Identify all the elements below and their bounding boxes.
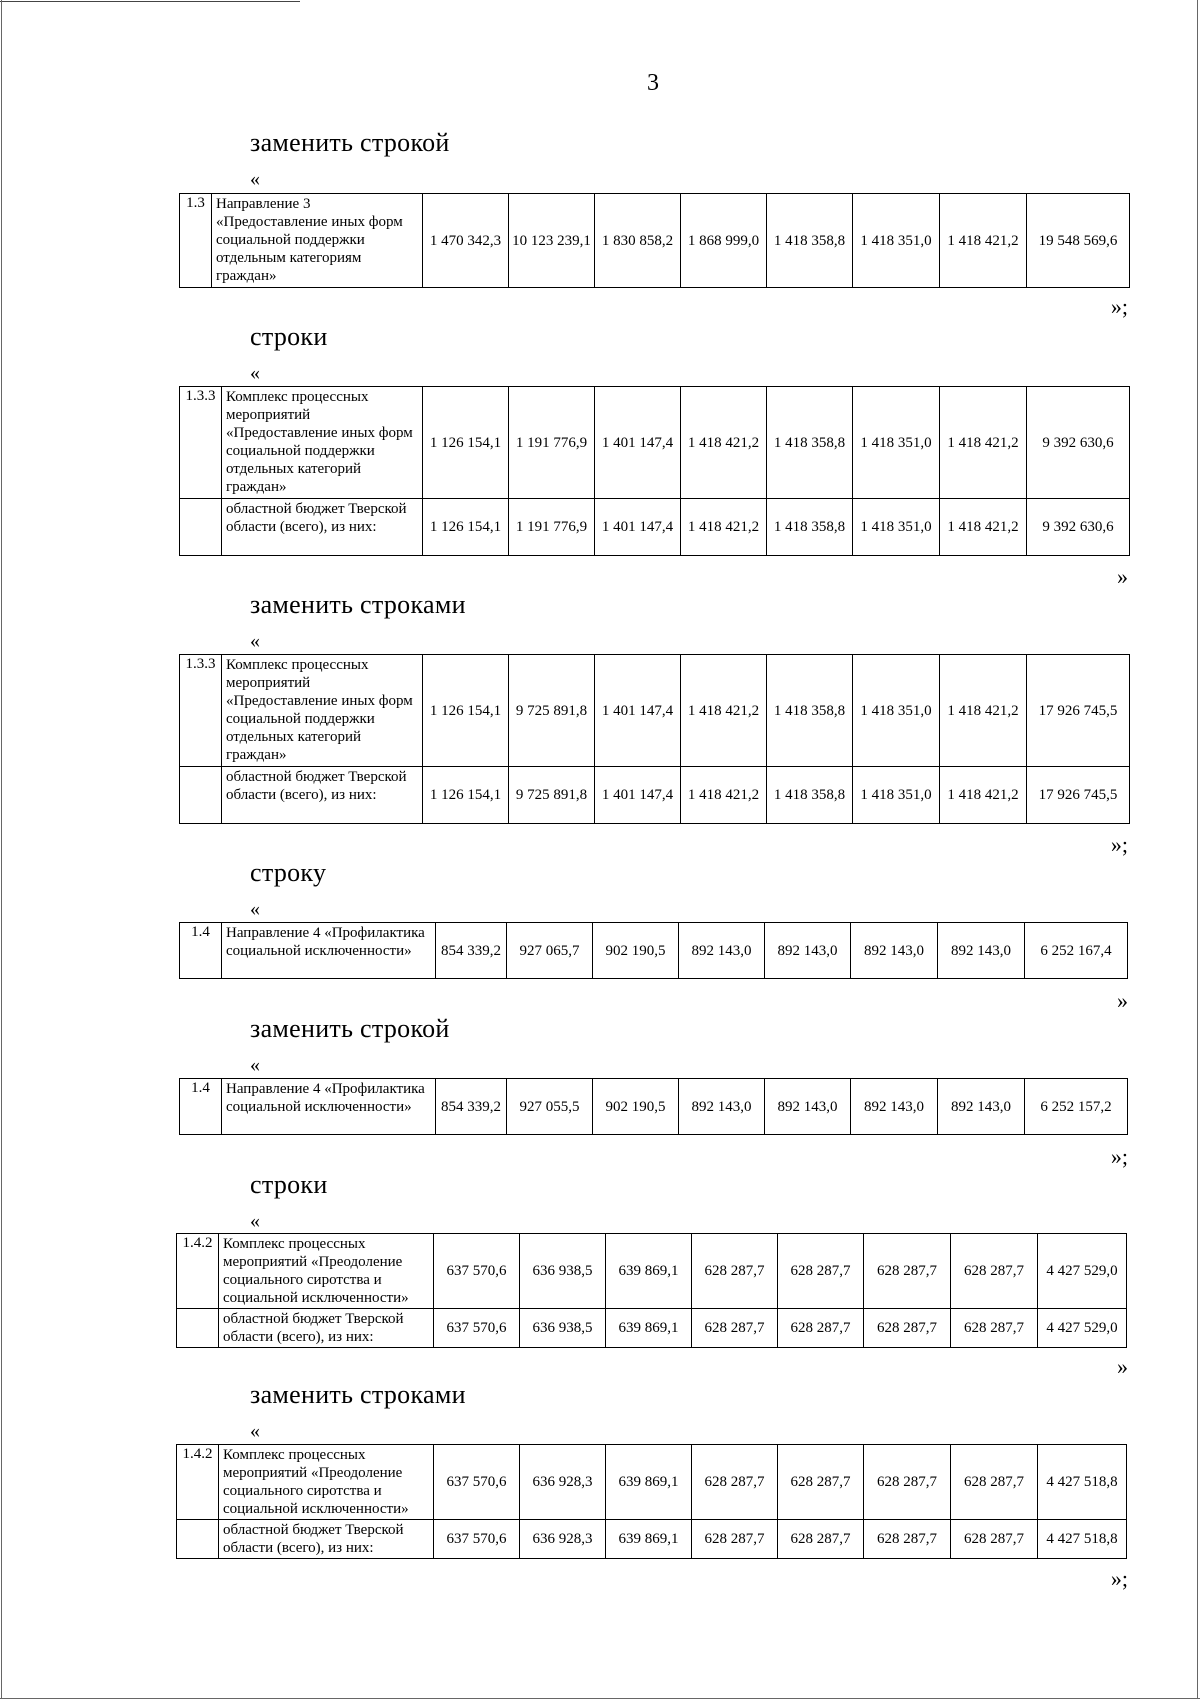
- value-cell: 1 418 421,2: [940, 655, 1027, 767]
- value-cell: 636 928,3: [520, 1520, 606, 1559]
- open-quote: «: [250, 1210, 260, 1232]
- scan-edge: [1197, 0, 1198, 1699]
- value-cell: 1 401 147,4: [595, 767, 681, 824]
- value-cell: 892 143,0: [851, 1079, 938, 1135]
- table-row: [180, 1079, 1128, 1135]
- value-cell: 1 418 351,0: [853, 499, 940, 556]
- total-cell: 4 427 529,0: [1038, 1309, 1127, 1348]
- value-cell: 1 470 342,3: [423, 194, 509, 288]
- value-cell: 1 401 147,4: [595, 387, 681, 499]
- close-quote: »;: [1110, 294, 1128, 319]
- value-cell: 1 418 358,8: [767, 387, 853, 499]
- table-row: [180, 387, 1130, 499]
- block-heading: заменить строкой: [250, 1014, 450, 1043]
- value-cell: 636 928,3: [520, 1445, 606, 1520]
- row-code: 1.3.3: [180, 655, 222, 767]
- value-cell: 1 126 154,1: [423, 499, 509, 556]
- total-cell: 4 427 518,8: [1038, 1445, 1127, 1520]
- value-cell: 10 123 239,1: [509, 194, 595, 288]
- scan-edge: [1, 0, 2, 1699]
- value-cell: 1 126 154,1: [423, 387, 509, 499]
- close-quote: »: [1117, 988, 1128, 1013]
- open-quote: «: [250, 1420, 260, 1442]
- value-cell: 1 191 776,9: [509, 499, 595, 556]
- value-cell: 637 570,6: [434, 1309, 520, 1348]
- open-quote: «: [250, 362, 260, 384]
- block-heading: заменить строками: [250, 590, 466, 619]
- close-quote: »: [1117, 1354, 1128, 1379]
- row-code: [180, 499, 222, 556]
- value-cell: 637 570,6: [434, 1445, 520, 1520]
- value-cell: 1 418 351,0: [853, 387, 940, 499]
- total-cell: 17 926 745,5: [1027, 767, 1130, 824]
- value-cell: 1 418 421,2: [681, 767, 767, 824]
- value-cell: 902 190,5: [593, 1079, 679, 1135]
- total-cell: 9 392 630,6: [1027, 387, 1130, 499]
- amendment-table: [179, 193, 1130, 288]
- value-cell: 628 287,7: [778, 1445, 864, 1520]
- value-cell: 628 287,7: [778, 1234, 864, 1309]
- value-cell: 1 126 154,1: [423, 767, 509, 824]
- row-name: Комплекс процессных мероприятий «Предоставление иных форм социальной поддержки отдельных категорий граждан»: [222, 655, 423, 767]
- value-cell: 927 055,5: [507, 1079, 593, 1135]
- value-cell: 1 418 421,2: [681, 387, 767, 499]
- open-quote: «: [250, 168, 260, 190]
- value-cell: 628 287,7: [864, 1520, 951, 1559]
- value-cell: 9 725 891,8: [509, 655, 595, 767]
- value-cell: 637 570,6: [434, 1234, 520, 1309]
- value-cell: 1 418 421,2: [681, 655, 767, 767]
- total-cell: 9 392 630,6: [1027, 499, 1130, 556]
- total-cell: 6 252 167,4: [1025, 923, 1128, 979]
- row-name: Комплекс процессных мероприятий «Предоставление иных форм социальной поддержки отдельных категорий граждан»: [222, 387, 423, 499]
- value-cell: 628 287,7: [778, 1309, 864, 1348]
- close-quote: »: [1117, 564, 1128, 589]
- block-heading: строки: [250, 322, 328, 351]
- value-cell: 628 287,7: [951, 1520, 1038, 1559]
- row-name: областной бюджет Тверской области (всего), из них:: [222, 767, 423, 824]
- value-cell: 628 287,7: [778, 1520, 864, 1559]
- row-code: [180, 767, 222, 824]
- value-cell: 1 418 421,2: [940, 194, 1027, 288]
- row-code: [177, 1309, 219, 1348]
- value-cell: 892 143,0: [851, 923, 938, 979]
- value-cell: 639 869,1: [606, 1520, 692, 1559]
- value-cell: 927 065,7: [507, 923, 593, 979]
- total-cell: 4 427 529,0: [1038, 1234, 1127, 1309]
- row-code: [177, 1520, 219, 1559]
- row-name: Направление 4 «Профилактика социальной исключенности»: [222, 923, 436, 979]
- row-code: 1.4.2: [177, 1445, 219, 1520]
- value-cell: 636 938,5: [520, 1234, 606, 1309]
- row-name: Комплекс процессных мероприятий «Преодоление социального сиротства и социальной исключенности»: [219, 1234, 434, 1309]
- value-cell: 902 190,5: [593, 923, 679, 979]
- value-cell: 628 287,7: [692, 1234, 778, 1309]
- row-code: 1.4: [180, 923, 222, 979]
- table-row: [177, 1445, 1127, 1520]
- value-cell: 1 401 147,4: [595, 499, 681, 556]
- total-cell: 19 548 569,6: [1027, 194, 1130, 288]
- row-code: 1.4.2: [177, 1234, 219, 1309]
- scan-edge: [0, 1, 300, 2]
- block-heading: заменить строками: [250, 1380, 466, 1409]
- value-cell: 1 418 421,2: [940, 499, 1027, 556]
- value-cell: 1 418 421,2: [681, 499, 767, 556]
- row-name: областной бюджет Тверской области (всего), из них:: [222, 499, 423, 556]
- table-row: [180, 923, 1128, 979]
- block-heading: строку: [250, 858, 327, 887]
- amendment-table: [176, 1233, 1127, 1348]
- value-cell: 639 869,1: [606, 1234, 692, 1309]
- open-quote: «: [250, 630, 260, 652]
- value-cell: 628 287,7: [951, 1445, 1038, 1520]
- value-cell: 892 143,0: [938, 923, 1025, 979]
- value-cell: 628 287,7: [864, 1234, 951, 1309]
- value-cell: 628 287,7: [692, 1520, 778, 1559]
- row-code: 1.3: [180, 194, 212, 288]
- open-quote: «: [250, 1054, 260, 1076]
- value-cell: 854 339,2: [436, 923, 507, 979]
- value-cell: 639 869,1: [606, 1445, 692, 1520]
- close-quote: »;: [1110, 832, 1128, 857]
- row-name: областной бюджет Тверской области (всего), из них:: [219, 1309, 434, 1348]
- total-cell: 17 926 745,5: [1027, 655, 1130, 767]
- value-cell: 1 418 351,0: [853, 194, 940, 288]
- value-cell: 628 287,7: [864, 1445, 951, 1520]
- row-name: Направление 4 «Профилактика социальной исключенности»: [222, 1079, 436, 1135]
- row-name: Комплекс процессных мероприятий «Преодоление социального сиротства и социальной исключенности»: [219, 1445, 434, 1520]
- value-cell: 639 869,1: [606, 1309, 692, 1348]
- total-cell: 4 427 518,8: [1038, 1520, 1127, 1559]
- amendment-table: [179, 1078, 1128, 1135]
- value-cell: 892 143,0: [938, 1079, 1025, 1135]
- value-cell: 1 418 421,2: [940, 767, 1027, 824]
- total-cell: 6 252 157,2: [1025, 1079, 1128, 1135]
- value-cell: 628 287,7: [692, 1309, 778, 1348]
- row-name: областной бюджет Тверской области (всего), из них:: [219, 1520, 434, 1559]
- table-row: [180, 655, 1130, 767]
- value-cell: 628 287,7: [951, 1234, 1038, 1309]
- close-quote: »;: [1110, 1144, 1128, 1169]
- value-cell: 892 143,0: [679, 1079, 765, 1135]
- row-code: 1.3.3: [180, 387, 222, 499]
- table-row: [177, 1520, 1127, 1559]
- value-cell: 1 418 421,2: [940, 387, 1027, 499]
- value-cell: 9 725 891,8: [509, 767, 595, 824]
- page-number: 3: [647, 70, 659, 96]
- value-cell: 1 401 147,4: [595, 655, 681, 767]
- value-cell: 628 287,7: [692, 1445, 778, 1520]
- close-quote: »;: [1110, 1566, 1128, 1591]
- amendment-table: [179, 386, 1130, 556]
- value-cell: 1 418 358,8: [767, 194, 853, 288]
- value-cell: 636 938,5: [520, 1309, 606, 1348]
- value-cell: 892 143,0: [679, 923, 765, 979]
- value-cell: 1 126 154,1: [423, 655, 509, 767]
- amendment-table: [179, 654, 1130, 824]
- block-heading: строки: [250, 1170, 328, 1199]
- table-row: [180, 767, 1130, 824]
- table-row: [180, 194, 1130, 288]
- table-row: [180, 499, 1130, 556]
- value-cell: 1 418 358,8: [767, 499, 853, 556]
- value-cell: 1 830 858,2: [595, 194, 681, 288]
- table-row: [177, 1234, 1127, 1309]
- value-cell: 628 287,7: [864, 1309, 951, 1348]
- value-cell: 892 143,0: [765, 923, 851, 979]
- value-cell: 1 868 999,0: [681, 194, 767, 288]
- value-cell: 854 339,2: [436, 1079, 507, 1135]
- value-cell: 1 418 351,0: [853, 767, 940, 824]
- value-cell: 1 418 358,8: [767, 767, 853, 824]
- value-cell: 1 191 776,9: [509, 387, 595, 499]
- amendment-table: [179, 922, 1128, 979]
- row-code: 1.4: [180, 1079, 222, 1135]
- value-cell: 637 570,6: [434, 1520, 520, 1559]
- value-cell: 1 418 358,8: [767, 655, 853, 767]
- table-row: [177, 1309, 1127, 1348]
- value-cell: 628 287,7: [951, 1309, 1038, 1348]
- row-name: Направление 3 «Предоставление иных форм социальной поддержки отдельным категориям граждан»: [212, 194, 423, 288]
- open-quote: «: [250, 898, 260, 920]
- amendment-table: [176, 1444, 1127, 1559]
- value-cell: 892 143,0: [765, 1079, 851, 1135]
- value-cell: 1 418 351,0: [853, 655, 940, 767]
- block-heading: заменить строкой: [250, 128, 450, 157]
